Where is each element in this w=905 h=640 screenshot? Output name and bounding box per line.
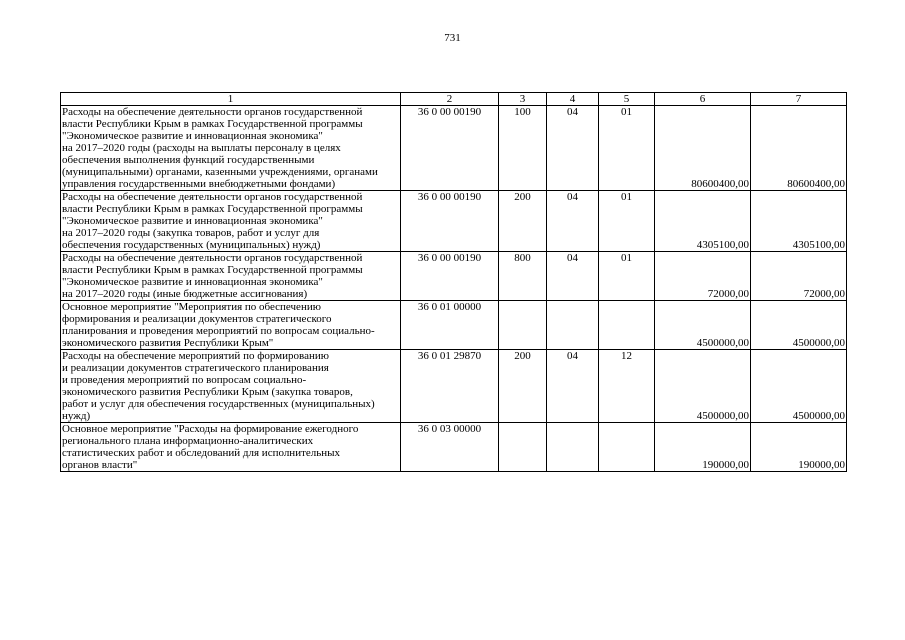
subsection: 01 <box>599 106 655 191</box>
expense-type: 100 <box>499 106 547 191</box>
header-cell: 2 <box>401 93 499 106</box>
subsection: 01 <box>599 252 655 301</box>
amount-col6: 4500000,00 <box>655 301 751 350</box>
table-row <box>61 106 847 191</box>
section: 04 <box>547 191 599 252</box>
target-code: 36 0 00 00190 <box>401 252 499 301</box>
row-description: Основное мероприятие "Мероприятия по обеспечению формирования и реализации документов стратегического планирования и проведения мероприятий по вопросам социально- экономического развития Республики Крым" <box>61 301 401 350</box>
expense-type: 200 <box>499 191 547 252</box>
expense-type: 800 <box>499 252 547 301</box>
budget-table <box>60 92 847 472</box>
amount-col7: 80600400,00 <box>751 106 847 191</box>
header-cell: 3 <box>499 93 547 106</box>
target-code: 36 0 01 29870 <box>401 350 499 423</box>
header-cell: 6 <box>655 93 751 106</box>
target-code: 36 0 00 00190 <box>401 191 499 252</box>
row-description: Основное мероприятие "Расходы на формирование ежегодного регионального плана информационно-аналитических статистических работ и обследований для исполнительных органов власти" <box>61 423 401 472</box>
table-header-row <box>61 93 847 106</box>
target-code: 36 0 03 00000 <box>401 423 499 472</box>
table-row <box>61 423 847 472</box>
row-description: Расходы на обеспечение деятельности органов государственной власти Республики Крым в рамках Государственной программы "Экономическое развитие и инновационная экономика" на 2017–2020 годы (иные бюджетные ассигнования) <box>61 252 401 301</box>
row-description: Расходы на обеспечение мероприятий по формированию и реализации документов стратегического планирования и проведения мероприятий по вопросам социально- экономического развития Республики Крым (закупка товаров, работ и услуг для обеспечения государственных (муниципальных) нужд) <box>61 350 401 423</box>
expense-type <box>499 423 547 472</box>
subsection: 12 <box>599 350 655 423</box>
amount-col6: 190000,00 <box>655 423 751 472</box>
table-row <box>61 301 847 350</box>
target-code: 36 0 01 00000 <box>401 301 499 350</box>
section: 04 <box>547 106 599 191</box>
table-row <box>61 350 847 423</box>
subsection: 01 <box>599 191 655 252</box>
header-cell: 7 <box>751 93 847 106</box>
amount-col6: 72000,00 <box>655 252 751 301</box>
expense-type <box>499 301 547 350</box>
amount-col7: 190000,00 <box>751 423 847 472</box>
row-description: Расходы на обеспечение деятельности органов государственной власти Республики Крым в рамках Государственной программы "Экономическое развитие и инновационная экономика" на 2017–2020 годы (расходы на выплаты персоналу в целях обеспечения выполнения функций государственными (муниципальными) органами, казенными учреждениями, органами управления государственными внебюджетными фондами) <box>61 106 401 191</box>
amount-col7: 4500000,00 <box>751 350 847 423</box>
table-row <box>61 252 847 301</box>
table-row <box>61 191 847 252</box>
section: 04 <box>547 252 599 301</box>
row-description: Расходы на обеспечение деятельности органов государственной власти Республики Крым в рамках Государственной программы "Экономическое развитие и инновационная экономика" на 2017–2020 годы (закупка товаров, работ и услуг для обеспечения государственных (муниципальных) нужд) <box>61 191 401 252</box>
header-cell: 5 <box>599 93 655 106</box>
subsection <box>599 423 655 472</box>
amount-col7: 72000,00 <box>751 252 847 301</box>
amount-col7: 4305100,00 <box>751 191 847 252</box>
header-cell: 1 <box>61 93 401 106</box>
expense-type: 200 <box>499 350 547 423</box>
section: 04 <box>547 350 599 423</box>
amount-col6: 4305100,00 <box>655 191 751 252</box>
amount-col7: 4500000,00 <box>751 301 847 350</box>
header-cell: 4 <box>547 93 599 106</box>
amount-col6: 80600400,00 <box>655 106 751 191</box>
section <box>547 423 599 472</box>
target-code: 36 0 00 00190 <box>401 106 499 191</box>
subsection <box>599 301 655 350</box>
section <box>547 301 599 350</box>
page-number: 731 <box>444 32 461 44</box>
amount-col6: 4500000,00 <box>655 350 751 423</box>
